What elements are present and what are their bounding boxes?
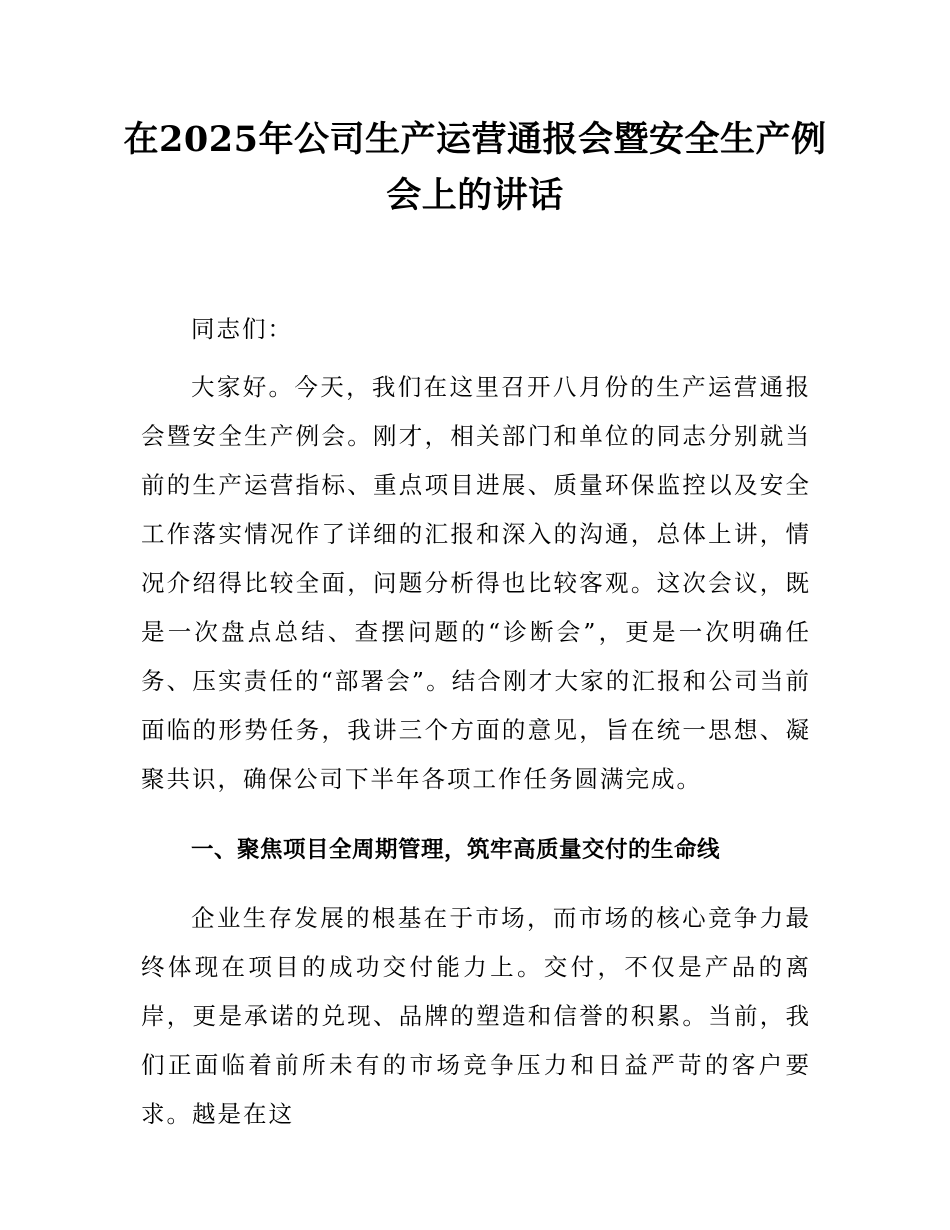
section-heading-1: 一、聚焦项目全周期管理，筑牢高质量交付的生命线 bbox=[191, 837, 721, 863]
paragraph-opening: 大家好。今天，我们在这里召开八月份的生产运营通报会暨安全生产例会。刚才，相关部门和单位的同志分别就当前的生产运营指标、重点项目进展、质量环保监控以及安全工作落实情况作了详细的汇报和深入的沟通，总体上讲，情况介绍得比较全面，问题分析得也比较客观。这次会议，既是一次盘点总结、查摆问题的“诊断会”，更是一次明确任务、压实责任的“部署会”。结合刚才大家的汇报和公司当前面临的形势任务，我讲三个方面的意见，旨在统一思想、凝聚共识，确保公司下半年各项工作任务圆满完成。 bbox=[141, 373, 811, 793]
title-line-1: 在2025年公司生产运营通报会暨安全生产例 bbox=[123, 119, 827, 160]
greeting: 同志们： bbox=[191, 315, 293, 343]
document-title bbox=[120, 112, 830, 224]
title-line-2: 会上的讲话 bbox=[386, 175, 564, 216]
paragraph-section-1: 企业生存发展的根基在于市场，而市场的核心竞争力最终体现在项目的成功交付能力上。交付，不仅是产品的离岸，更是承诺的兑现、品牌的塑造和信誉的积累。当前，我们正面临着前所未有的市场竞争压力和日益严苛的客户要求。越是在这 bbox=[141, 904, 811, 1128]
